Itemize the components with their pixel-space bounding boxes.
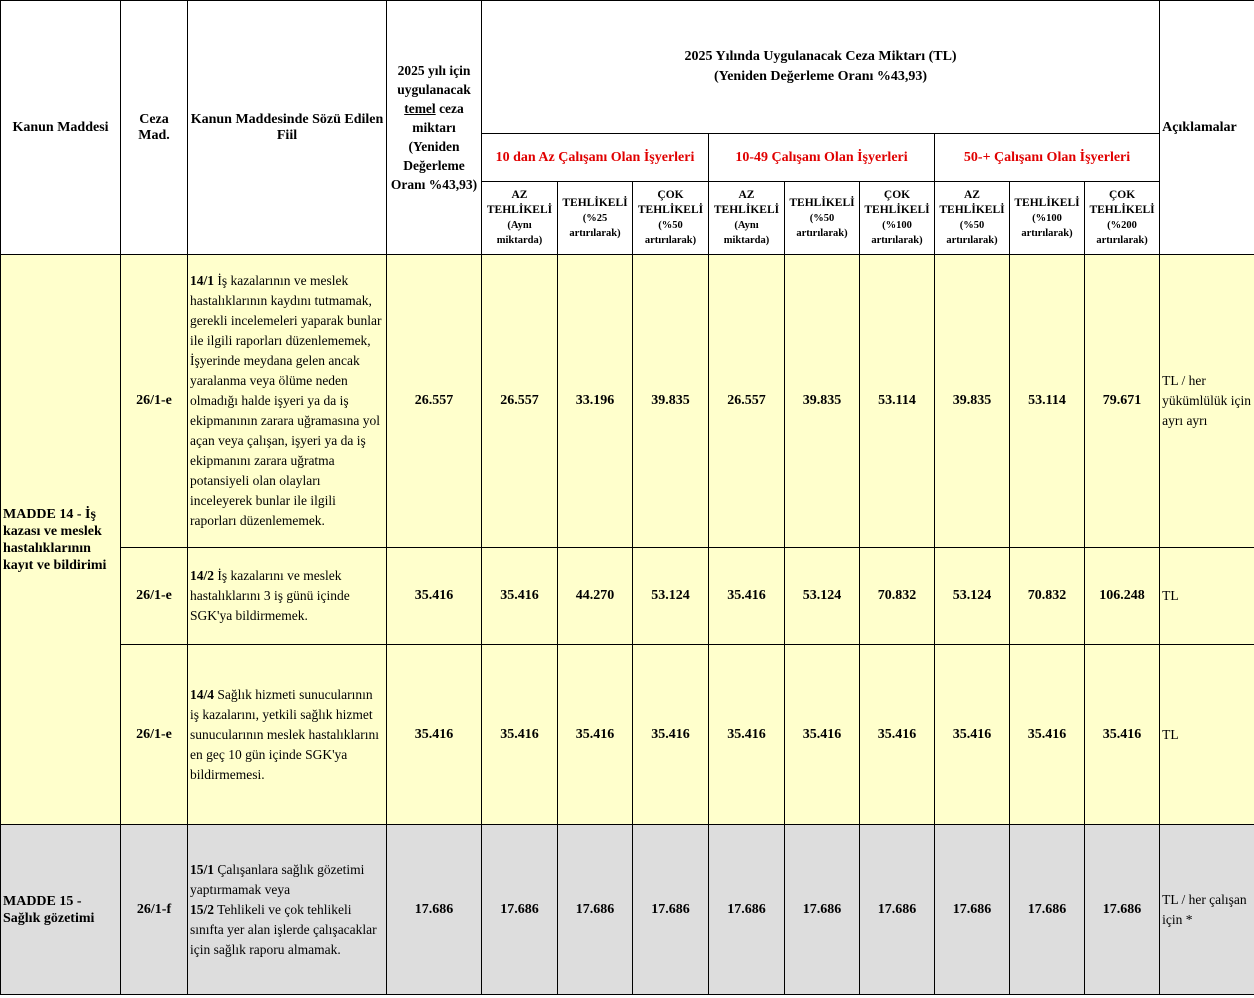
- value-cell: 17.686: [935, 825, 1010, 995]
- value-cell: 35.416: [709, 548, 785, 645]
- value-cell: 17.686: [558, 825, 633, 995]
- aciklama-cell: TL: [1160, 548, 1254, 645]
- value-cell: 26.557: [482, 255, 558, 548]
- madde-14-title: MADDE 14 - İş kazası ve meslek hastalıklarının kayıt ve bildirimi: [1, 255, 121, 825]
- fiil-cell: 14/2 İş kazalarını ve meslek hastalıklarını 3 iş günü içinde SGK'ya bildirmemek.: [188, 548, 387, 645]
- subheader-3: AZ TEHLİKELİ (Aynı miktarda): [709, 182, 785, 255]
- value-cell: 17.686: [785, 825, 860, 995]
- value-cell: 70.832: [860, 548, 935, 645]
- value-cell: 35.416: [482, 645, 558, 825]
- ceza-mad-cell: 26/1-f: [121, 825, 188, 995]
- temel-ceza-post: ceza miktarı (Yeniden Değerleme Oranı %43,93): [390, 101, 478, 192]
- fiil-cell: 15/1 Çalışanlara sağlık gözetimi yaptırmamak veya 15/2 Tehlikeli ve çok tehlikeli sınıfta yer alan işlerde çalışacaklar için sağlık raporu almamak.: [188, 825, 387, 995]
- table-row: [1, 825, 1254, 995]
- header-group-medium: 10-49 Çalışanı Olan İşyerleri: [709, 134, 935, 182]
- value-cell: 79.671: [1085, 255, 1160, 548]
- table-row: [1, 645, 1254, 825]
- value-cell: 106.248: [1085, 548, 1160, 645]
- temel-cell: 35.416: [387, 548, 482, 645]
- value-cell: 17.686: [633, 825, 709, 995]
- subheader-0: AZ TEHLİKELİ (Aynı miktarda): [482, 182, 558, 255]
- subheader-5: ÇOK TEHLİKELİ (%100 artırılarak): [860, 182, 935, 255]
- header-group-small: 10 dan Az Çalışanı Olan İşyerleri: [482, 134, 709, 182]
- value-cell: 35.416: [482, 548, 558, 645]
- aciklama-cell: TL / her çalışan için *: [1160, 825, 1254, 995]
- value-cell: 33.196: [558, 255, 633, 548]
- value-cell: 39.835: [935, 255, 1010, 548]
- subheader-4: TEHLİKELİ (%50 artırılarak): [785, 182, 860, 255]
- main-title-line-2: (Yeniden Değerleme Oranı %43,93): [714, 69, 928, 84]
- temel-cell: 26.557: [387, 255, 482, 548]
- value-cell: 39.835: [633, 255, 709, 548]
- header-kanun-maddesi: Kanun Maddesi: [1, 1, 121, 255]
- temel-ceza-pre: 2025 yılı için uygulanacak: [397, 63, 471, 97]
- header-temel-ceza: [387, 1, 482, 255]
- value-cell: 39.835: [785, 255, 860, 548]
- value-cell: 17.686: [860, 825, 935, 995]
- aciklama-cell: TL / her yükümlülük için ayrı ayrı: [1160, 255, 1254, 548]
- value-cell: 35.416: [1085, 645, 1160, 825]
- subheader-8: ÇOK TEHLİKELİ (%200 artırılarak): [1085, 182, 1160, 255]
- subheader-1: TEHLİKELİ (%25 artırılarak): [558, 182, 633, 255]
- value-cell: 17.686: [1085, 825, 1160, 995]
- value-cell: 35.416: [785, 645, 860, 825]
- aciklama-cell: TL: [1160, 645, 1254, 825]
- header-row-1: [1, 1, 1254, 134]
- value-cell: 53.114: [1010, 255, 1085, 548]
- temel-ceza-underlined: temel: [404, 101, 436, 116]
- value-cell: 70.832: [1010, 548, 1085, 645]
- main-title-line-1: 2025 Yılında Uygulanacak Ceza Miktarı (TL): [684, 49, 957, 64]
- temel-cell: 35.416: [387, 645, 482, 825]
- fiil-cell: 14/4 Sağlık hizmeti sunucularının iş kazalarını, yetkili sağlık hizmet sunucularının meslek hastalıklarını en geç 10 gün içinde SGK'ya bildirmemesi.: [188, 645, 387, 825]
- value-cell: 53.124: [935, 548, 1010, 645]
- header-group-large: 50-+ Çalışanı Olan İşyerleri: [935, 134, 1160, 182]
- table-row: [1, 255, 1254, 548]
- ceza-mad-cell: 26/1-e: [121, 548, 188, 645]
- subheader-7: TEHLİKELİ (%100 artırılarak): [1010, 182, 1085, 255]
- temel-cell: 17.686: [387, 825, 482, 995]
- value-cell: 35.416: [558, 645, 633, 825]
- subheader-2: ÇOK TEHLİKELİ (%50 artırılarak): [633, 182, 709, 255]
- value-cell: 17.686: [482, 825, 558, 995]
- madde-15-title: MADDE 15 - Sağlık gözetimi: [1, 825, 121, 995]
- value-cell: 35.416: [1010, 645, 1085, 825]
- header-aciklamalar: Açıklamalar: [1160, 1, 1254, 255]
- table-row: [1, 548, 1254, 645]
- value-cell: 53.124: [785, 548, 860, 645]
- value-cell: 53.114: [860, 255, 935, 548]
- value-cell: 44.270: [558, 548, 633, 645]
- header-fiil: Kanun Maddesinde Sözü Edilen Fiil: [188, 1, 387, 255]
- ceza-mad-cell: 26/1-e: [121, 645, 188, 825]
- value-cell: 35.416: [860, 645, 935, 825]
- value-cell: 35.416: [935, 645, 1010, 825]
- header-ceza-mad: Ceza Mad.: [121, 1, 188, 255]
- value-cell: 17.686: [1010, 825, 1085, 995]
- value-cell: 35.416: [633, 645, 709, 825]
- value-cell: 17.686: [709, 825, 785, 995]
- subheader-6: AZ TEHLİKELİ (%50 artırılarak): [935, 182, 1010, 255]
- ceza-mad-cell: 26/1-e: [121, 255, 188, 548]
- value-cell: 35.416: [709, 645, 785, 825]
- value-cell: 26.557: [709, 255, 785, 548]
- fiil-cell: 14/1 İş kazalarının ve meslek hastalıklarının kaydını tutmamak, gerekli incelemeleri yaparak bunlar ile ilgili raporları düzenlememek, İşyerinde meydana gelen ancak yaralanma veya ölüme neden olmadığı halde işyeri ya da iş ekipmanının zarara uğramasına yol açan veya çalışan, işyeri ya da iş ekipmanını zarara uğratma potansiyeli olan olayları inceleyerek bunlar ile ilgili raporları düzenlememek.: [188, 255, 387, 548]
- header-main-title: [482, 1, 1160, 134]
- value-cell: 53.124: [633, 548, 709, 645]
